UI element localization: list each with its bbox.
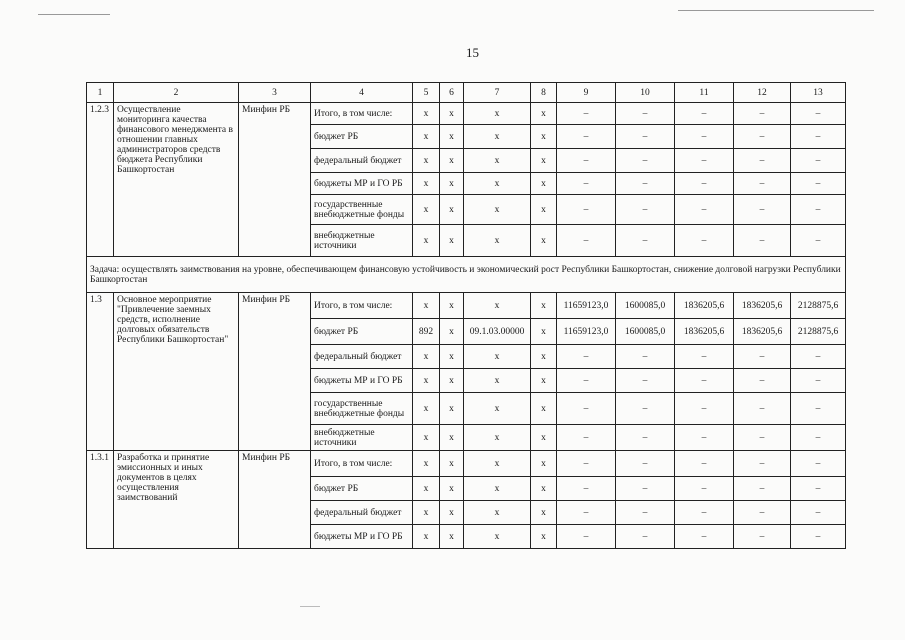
header-cell: 7 [464,83,531,103]
header-cell: 11 [675,83,734,103]
top-right-rule [678,10,874,11]
value-cell: – [557,525,616,549]
value-cell: – [791,345,846,369]
value-cell: – [616,345,675,369]
item-number: 1.3 [87,293,114,451]
value-cell: х [531,173,557,195]
value-cell: 09.1.03.00000 [464,319,531,345]
value-cell: 1600085,0 [616,319,675,345]
funding-source: бюджеты МР и ГО РБ [311,525,413,549]
table-row [87,103,846,125]
value-cell: – [791,103,846,125]
value-cell: х [440,103,464,125]
value-cell: х [440,293,464,319]
value-cell: – [616,425,675,451]
value-cell: х [413,149,440,173]
value-cell: – [675,425,734,451]
value-cell: х [440,425,464,451]
value-cell: х [531,319,557,345]
value-cell: – [557,125,616,149]
value-cell: – [791,393,846,425]
header-cell: 6 [440,83,464,103]
value-cell: – [734,451,791,477]
funding-source: федеральный бюджет [311,149,413,173]
funding-source: бюджеты МР и ГО РБ [311,369,413,393]
value-cell: х [413,369,440,393]
value-cell: х [413,393,440,425]
value-cell: 1600085,0 [616,293,675,319]
value-cell: – [616,125,675,149]
value-cell: х [413,425,440,451]
value-cell: х [413,195,440,225]
header-cell: 4 [311,83,413,103]
value-cell: х [413,451,440,477]
bottom-rule [300,606,320,607]
item-name: Осуществление мониторинга качества финансового менеджмента в отношении главных администраторов средств бюджета Республики Башкортостан [114,103,239,257]
value-cell: – [675,477,734,501]
item-number: 1.3.1 [87,451,114,549]
funding-source: Итого, в том числе: [311,293,413,319]
value-cell: х [413,525,440,549]
value-cell: – [734,425,791,451]
value-cell: х [531,451,557,477]
value-cell: – [791,149,846,173]
value-cell: х [440,225,464,257]
page-number: 15 [466,45,479,60]
value-cell: 2128875,6 [791,319,846,345]
funding-source: государственные внебюджетные фонды [311,195,413,225]
value-cell: – [557,501,616,525]
value-cell: х [531,393,557,425]
value-cell: х [440,525,464,549]
funding-source: бюджеты МР и ГО РБ [311,173,413,195]
value-cell: х [531,525,557,549]
value-cell: х [464,173,531,195]
value-cell: – [675,125,734,149]
header-cell: 8 [531,83,557,103]
value-cell: – [791,525,846,549]
value-cell: – [616,451,675,477]
value-cell: х [440,319,464,345]
value-cell: х [413,477,440,501]
value-cell: х [464,501,531,525]
header-cell: 3 [239,83,311,103]
value-cell: – [557,451,616,477]
value-cell: х [531,501,557,525]
header-cell: 9 [557,83,616,103]
budget-table [86,82,846,549]
value-cell: х [440,345,464,369]
value-cell: – [734,345,791,369]
value-cell: х [531,425,557,451]
value-cell: – [557,477,616,501]
value-cell: – [616,393,675,425]
value-cell: – [557,195,616,225]
header-cell: 1 [87,83,114,103]
value-cell: – [734,149,791,173]
table-row [87,293,846,319]
value-cell: – [734,225,791,257]
table-row [87,451,846,477]
value-cell: х [464,369,531,393]
value-cell: – [791,173,846,195]
value-cell: х [464,195,531,225]
value-cell: – [734,369,791,393]
value-cell: – [675,393,734,425]
value-cell: х [464,425,531,451]
value-cell: х [464,525,531,549]
value-cell: х [440,195,464,225]
value-cell: – [791,501,846,525]
item-name: Основное мероприятие "Привлечение заемных средств, исполнение долговых обязательств Республики Башкортостан" [114,293,239,451]
value-cell: х [464,345,531,369]
funding-source: федеральный бюджет [311,501,413,525]
value-cell: х [413,501,440,525]
value-cell: – [616,525,675,549]
value-cell: – [791,369,846,393]
value-cell: – [675,149,734,173]
funding-source: федеральный бюджет [311,345,413,369]
value-cell: – [675,451,734,477]
value-cell: – [557,149,616,173]
value-cell: – [557,369,616,393]
value-cell: – [734,173,791,195]
value-cell: – [734,195,791,225]
header-cell: 13 [791,83,846,103]
value-cell: – [675,195,734,225]
value-cell: – [557,425,616,451]
item-executor: Минфин РБ [239,103,311,257]
value-cell: 11659123,0 [557,319,616,345]
value-cell: – [791,125,846,149]
value-cell: х [413,173,440,195]
header-cell: 10 [616,83,675,103]
value-cell: – [734,393,791,425]
value-cell: х [413,293,440,319]
funding-source: бюджет РБ [311,319,413,345]
value-cell: – [675,369,734,393]
value-cell: – [616,225,675,257]
value-cell: х [531,195,557,225]
value-cell: 1836205,6 [734,293,791,319]
value-cell: х [531,293,557,319]
funding-source: бюджет РБ [311,477,413,501]
item-name: Разработка и принятие эмиссионных и иных документов в целях осуществления заимствований [114,451,239,549]
value-cell: х [440,369,464,393]
value-cell: – [616,173,675,195]
task-row [87,257,846,293]
value-cell: х [413,225,440,257]
value-cell: х [440,149,464,173]
item-executor: Минфин РБ [239,451,311,549]
value-cell: х [464,293,531,319]
value-cell: х [440,125,464,149]
value-cell: х [464,125,531,149]
value-cell: – [616,501,675,525]
value-cell: – [557,393,616,425]
value-cell: – [675,525,734,549]
value-cell: х [531,149,557,173]
value-cell: – [557,225,616,257]
value-cell: х [531,345,557,369]
value-cell: – [791,225,846,257]
value-cell: – [734,477,791,501]
value-cell: – [675,103,734,125]
value-cell: х [531,125,557,149]
value-cell: х [413,125,440,149]
funding-source: Итого, в том числе: [311,451,413,477]
value-cell: х [464,103,531,125]
value-cell: х [440,451,464,477]
value-cell: х [464,451,531,477]
value-cell: – [557,103,616,125]
value-cell: х [531,225,557,257]
value-cell: – [616,369,675,393]
value-cell: 1836205,6 [734,319,791,345]
value-cell: х [413,345,440,369]
value-cell: – [557,345,616,369]
header-cell: 5 [413,83,440,103]
value-cell: 2128875,6 [791,293,846,319]
value-cell: х [464,477,531,501]
value-cell: – [734,501,791,525]
value-cell: х [464,225,531,257]
header-cell: 12 [734,83,791,103]
value-cell: х [440,173,464,195]
value-cell: х [440,477,464,501]
value-cell: х [413,103,440,125]
value-cell: х [464,393,531,425]
value-cell: – [791,451,846,477]
value-cell: – [791,477,846,501]
header-row [87,83,846,103]
value-cell: х [531,103,557,125]
funding-source: внебюджетные источники [311,225,413,257]
value-cell: – [734,525,791,549]
item-number: 1.2.3 [87,103,114,257]
top-left-rule [38,14,110,15]
value-cell: – [791,425,846,451]
funding-source: Итого, в том числе: [311,103,413,125]
value-cell: – [791,195,846,225]
value-cell: – [616,195,675,225]
value-cell: х [440,393,464,425]
header-cell: 2 [114,83,239,103]
value-cell: – [616,477,675,501]
value-cell: х [464,149,531,173]
value-cell: – [734,103,791,125]
value-cell: 892 [413,319,440,345]
value-cell: – [675,225,734,257]
funding-source: бюджет РБ [311,125,413,149]
value-cell: х [531,477,557,501]
value-cell: 1836205,6 [675,319,734,345]
funding-source: внебюджетные источники [311,425,413,451]
value-cell: 11659123,0 [557,293,616,319]
value-cell: 1836205,6 [675,293,734,319]
item-executor: Минфин РБ [239,293,311,451]
value-cell: – [557,173,616,195]
value-cell: – [616,103,675,125]
value-cell: – [734,125,791,149]
value-cell: х [440,501,464,525]
value-cell: – [616,149,675,173]
value-cell: – [675,345,734,369]
value-cell: – [675,501,734,525]
funding-source: государственные внебюджетные фонды [311,393,413,425]
task-text: Задача: осуществлять заимствования на уровне, обеспечивающем финансовую устойчивость и экономический рост Республики Башкортостан, снижение долговой нагрузки Республики Башкортостан [87,257,846,293]
value-cell: – [675,173,734,195]
value-cell: х [531,369,557,393]
